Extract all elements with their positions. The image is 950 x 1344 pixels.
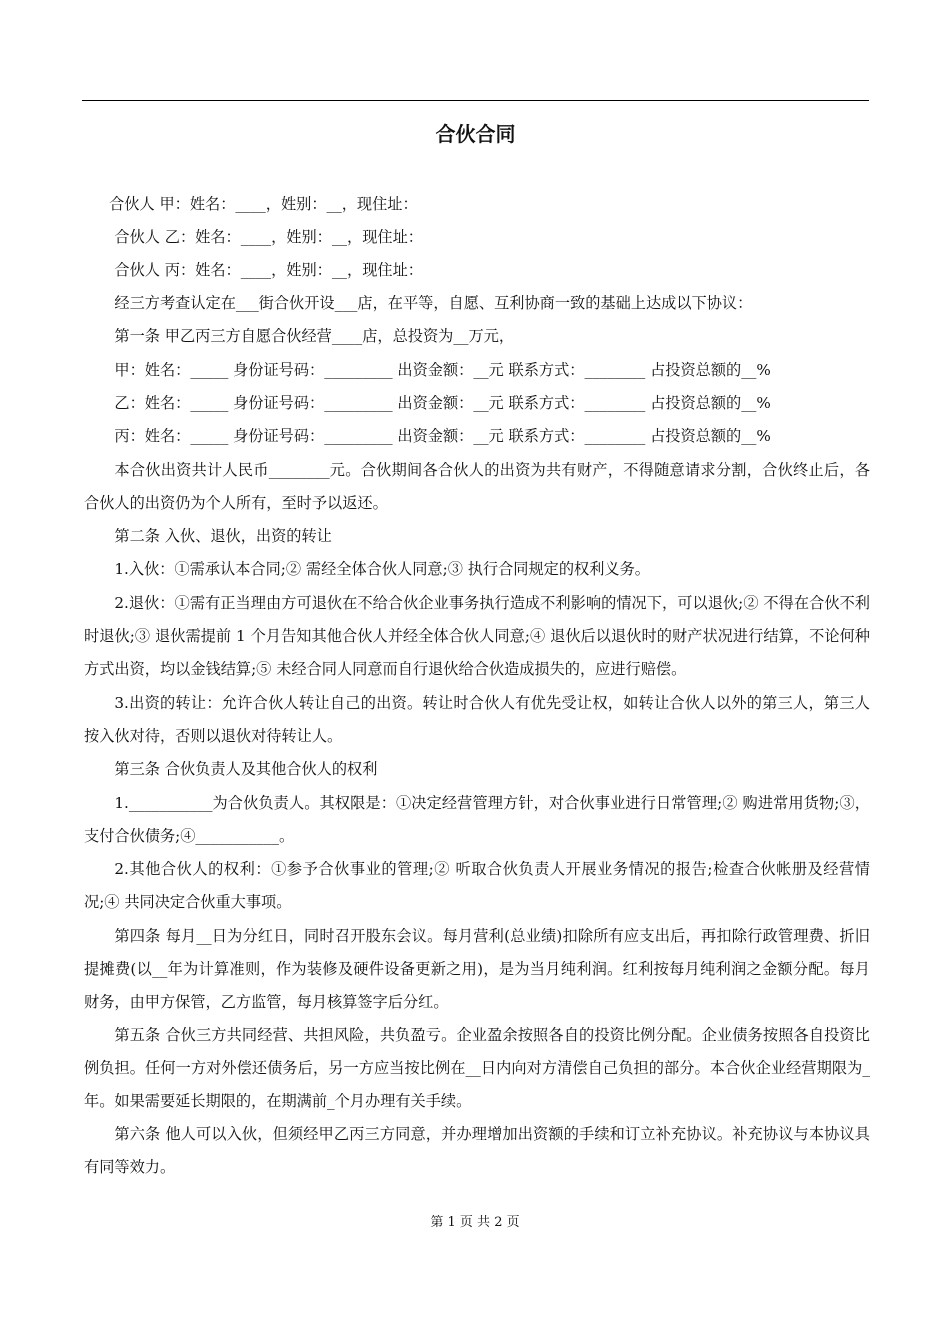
article-1: 第一条 甲乙丙三方自愿合伙经营____店，总投资为__万元，	[114, 327, 515, 346]
article-3-other-rights: 2.其他合伙人的权利：①参予合伙事业的管理;② 听取合伙负责人开展业务情况的报告;检查合伙帐册及经营情况;④ 共同决定合伙重大事项。	[84, 860, 870, 912]
investor-a-row: 甲：姓名：_____ 身份证号码：_________ 出资金额：__元 联系方式：________ 占投资总额的__%	[114, 360, 771, 379]
article-2-join: 1.入伙：①需承认本合同;② 需经全体合伙人同意;③ 执行合同规定的权利义务。	[114, 560, 650, 579]
contract-title: 合伙合同	[435, 122, 516, 146]
article-2-transfer: 3.出资的转让：允许合伙人转让自己的出资。转让时合伙人有优先受让权，如转让合伙人以外的第三人，第三人按入伙对待，否则以退伙对待转让人。	[84, 693, 870, 745]
header-rule	[82, 100, 869, 101]
article-2-withdraw: 2.退伙：①需有正当理由方可退伙在不给合伙企业事务执行造成不利影响的情况下，可以退伙;② 不得在合伙不利时退伙;③ 退伙需提前 1 个月告知其他合伙人并经全体合伙人同意;④ 退伙后以退伙时的财产状况进行结算，不论何种方式出资，均以金钱结算;⑤ 未经合同人同意而自行退伙给合伙造成损失的，应进行赔偿。	[84, 593, 870, 679]
total-capital-paragraph: 本合伙出资共计人民币________元。合伙期间各合伙人的出资为共有财产，不得随意请求分割，合伙终止后，各合伙人的出资仍为个人所有，至时予以返还。	[84, 460, 870, 512]
article-5: 第五条 合伙三方共同经营、共担风险，共负盈亏。企业盈余按照各自的投资比例分配。企业债务按照各自投资比例负担。任何一方对外偿还债务后，另一方应当按比例在__日内向对方清偿自己负担的部分。本合伙企业经营期限为_年。如果需要延长期限的，在期满前_个月办理有关手续。	[84, 1025, 870, 1110]
article-3-heading: 第三条 合伙负责人及其他合伙人的权利	[114, 760, 378, 779]
article-4: 第四条 每月__日为分红日，同时召开股东会议。每月营利(总业绩)扣除所有应支出后，再扣除行政管理费、折旧提摊费(以__年为计算准则，作为装修及硬件设备更新之用)，是为当月纯利润。红利按每月纯利润之金额分配。每月财务，由甲方保管，乙方监管，每月核算签字后分红。	[84, 926, 870, 1011]
partner-c-line: 合伙人 丙：姓名：____，姓别：__，现住址：	[114, 260, 423, 279]
article-3-manager: 1.___________为合伙负责人。其权限是：①决定经营管理方针，对合伙事业进行日常管理;② 购进常用货物;③，支付合伙债务;④___________。	[84, 793, 870, 845]
partner-a-line: 合伙人 甲：姓名：____，姓别：__，现住址：	[109, 195, 418, 213]
page-number-footer: 第 1 页 共 2 页	[430, 1215, 520, 1230]
agreement-intro: 经三方考查认定在___街合伙开设___店，在平等，自愿、互利协商一致的基础上达成以下协议：	[114, 294, 753, 313]
article-2-heading: 第二条 入伙、退伙，出资的转让	[114, 527, 332, 546]
article-6: 第六条 他人可以入伙，但须经甲乙丙三方同意，并办理增加出资额的手续和订立补充协议。补充协议与本协议具有同等效力。	[84, 1124, 870, 1176]
partner-b-line: 合伙人 乙：姓名：____，姓别：__，现住址：	[114, 227, 423, 246]
investor-c-row: 丙：姓名：_____ 身份证号码：_________ 出资金额：__元 联系方式：________ 占投资总额的__%	[114, 427, 771, 446]
investor-b-row: 乙：姓名：_____ 身份证号码：_________ 出资金额：__元 联系方式：________ 占投资总额的__%	[114, 393, 771, 412]
contract-body	[84, 188, 870, 1184]
